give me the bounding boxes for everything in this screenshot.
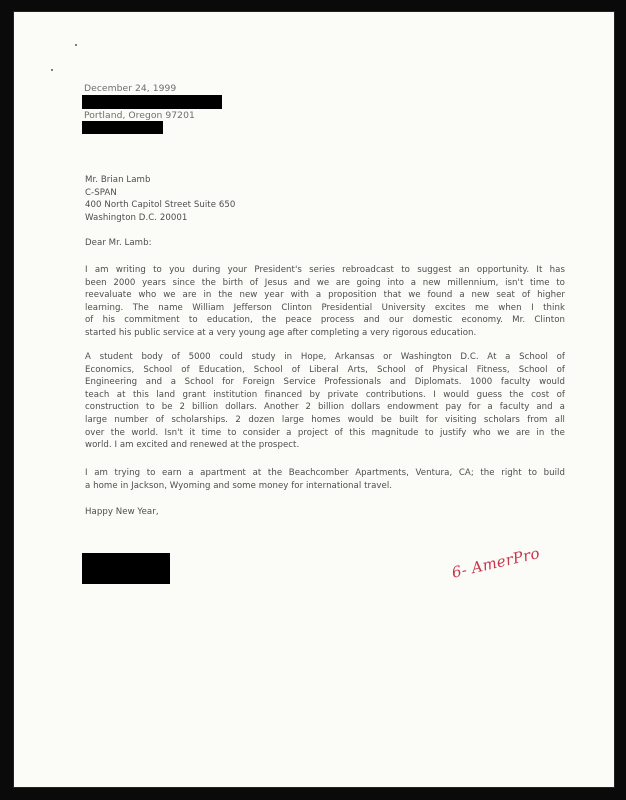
body-paragraph-3 (85, 467, 565, 492)
paragraph-line: I am trying to earn a apartment at the Beachcomber Apartments, Ventura, CA; the right to build (85, 468, 565, 478)
paragraph-line: A student body of 5000 could study in Hope, Arkansas or Washington D.C. At a School of (85, 352, 565, 362)
paragraph-line: Engineering and a School for Foreign Service Professionals and Diplomats. 1000 faculty would (85, 377, 565, 388)
salutation: Dear Mr. Lamb: (85, 238, 152, 248)
letter-date: December 24, 1999 (84, 83, 177, 94)
paragraph-line: teach at this land grant institution financed by private contributions. I would guess the cost of (85, 389, 565, 400)
body-paragraph-1 (85, 264, 565, 340)
recipient-line: 400 North Capitol Street Suite 650 (85, 200, 236, 211)
paragraph-line: reevaluate who we are in the new year with a proposition that we found a new seat of higher (85, 290, 565, 301)
paragraph-line: of his commitment to education, the peace process and our domestic economy. Mr. Clinton (85, 315, 565, 326)
recipient-line: C-SPAN (85, 187, 117, 198)
recipient-address (85, 174, 325, 224)
paragraph-line: a home in Jackson, Wyoming and some money for international travel. (85, 480, 393, 491)
recipient-line: Mr. Brian Lamb (85, 175, 151, 185)
handwritten-note: 6- AmerPro (449, 544, 542, 582)
paragraph-line: construction to be 2 billion dollars. Another 2 billion dollars endowment pay for a faculty and a (85, 402, 565, 413)
redacted-sender-name (82, 95, 222, 109)
body-paragraph-2 (85, 351, 565, 452)
paragraph-line: started his public service at a very young age after completing a very rigorous education. (85, 327, 477, 338)
paragraph-line: been 2000 years since the birth of Jesus and we are going into a new millennium, isn't time to (85, 277, 565, 288)
paragraph-line: I am writing to you during your President's series rebroadcast to suggest an opportunity. It has (85, 265, 565, 275)
paragraph-line: over the world. Isn't it time to consider a project of this magnitude to justify who we are in the (85, 427, 565, 438)
paragraph-line: Economics, School of Education, School of Liberal Arts, School of Physical Fitness, School of (85, 364, 565, 375)
recipient-line: Washington D.C. 20001 (85, 212, 188, 223)
paragraph-line: learning. The name William Jefferson Clinton Presidential University excites me when I think (85, 302, 565, 313)
redacted-sender-phone (82, 121, 163, 134)
paragraph-line: large number of scholarships. 2 dozen large homes would be built for visiting scholars from all (85, 414, 565, 425)
paragraph-line: world. I am excited and renewed at the prospect. (85, 440, 300, 451)
redacted-signature (82, 553, 170, 584)
scan-speck (75, 44, 77, 46)
sender-city-line: Portland, Oregon 97201 (84, 110, 195, 121)
closing: Happy New Year, (85, 507, 159, 517)
scan-speck (51, 69, 53, 71)
letter-page (14, 12, 614, 787)
